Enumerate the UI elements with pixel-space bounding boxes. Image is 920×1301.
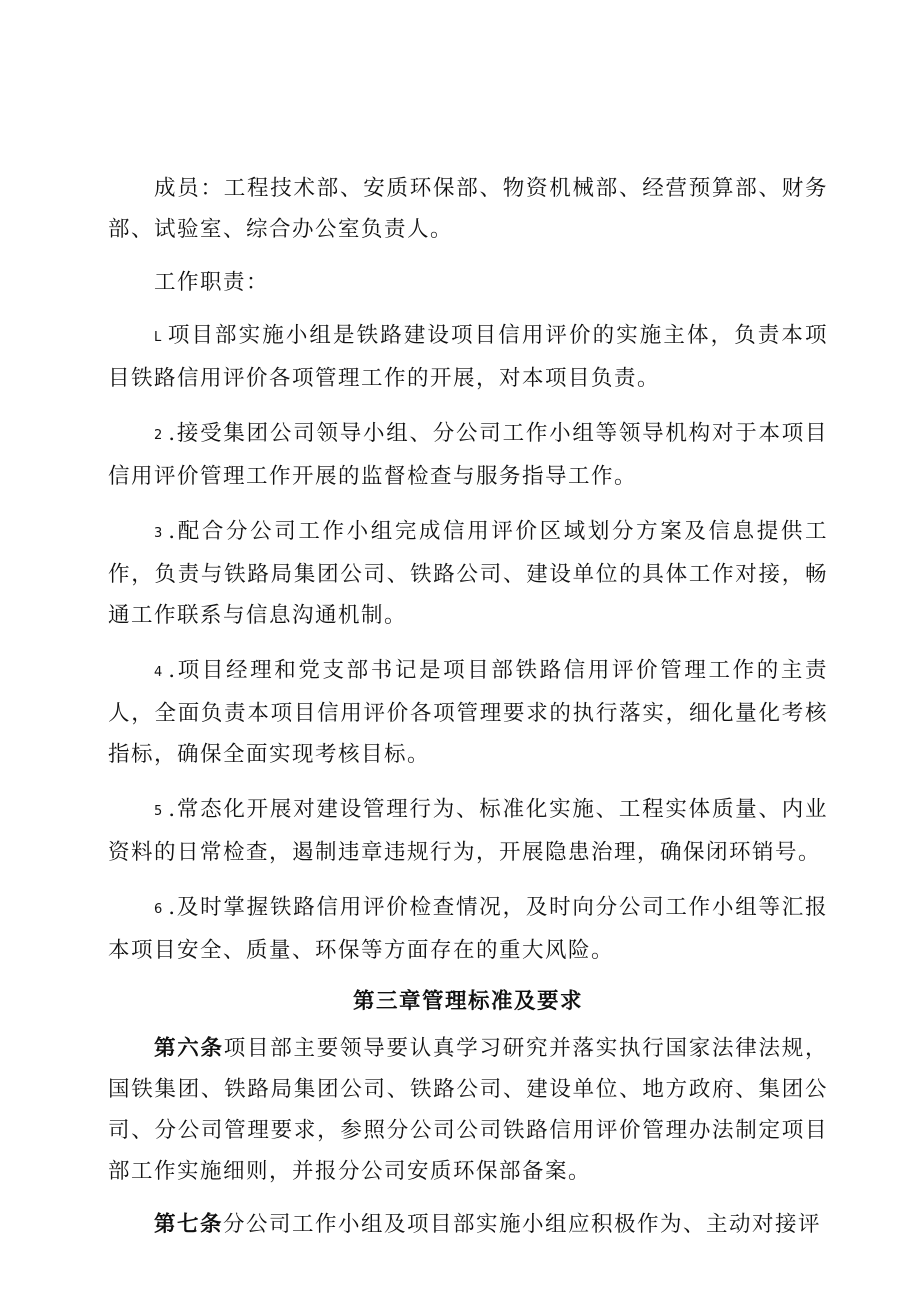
duty-text: .项目经理和党支部书记是项目部铁路信用评价管理工作的主责人，全面负责本项目信用评价各项管理要求的执行落实，细化量化考核指标，确保全面实现考核目标。 — [108, 658, 828, 767]
duty-item-3 — [108, 511, 828, 636]
duty-text: .常态化开展对建设管理行为、标准化实施、工程实体质量、内业资料的日常检查，遏制违章违规行为，开展隐患治理，确保闭环销号。 — [108, 797, 828, 865]
duty-item-5 — [108, 789, 828, 873]
duty-item-4 — [108, 650, 828, 775]
duties-heading: 工作职责： — [154, 270, 270, 295]
duty-number: 5 — [154, 804, 163, 819]
duty-text: .接受集团公司领导小组、分公司工作小组等领导机构对于本项目信用评价管理工作开展的监督检查与服务指导工作。 — [108, 421, 828, 489]
members-paragraph: 成员：工程技术部、安质环保部、物资机械部、经营预算部、财务部、试验室、综合办公室负责人。 — [108, 176, 828, 242]
duty-item-2 — [108, 413, 828, 497]
duty-number: 4 — [154, 665, 163, 680]
article-6 — [108, 1028, 828, 1192]
duty-number: 2 — [154, 428, 163, 443]
duty-text: 项目部实施小组是铁路建设项目信用评价的实施主体，负责本项目铁路信用评价各项管理工作的开展，对本项目负责。 — [108, 323, 828, 391]
article-number: 第六条 — [154, 1036, 224, 1061]
document-body — [108, 168, 828, 1257]
duty-number: 6 — [154, 902, 163, 917]
duty-item-1 — [108, 315, 828, 399]
article-7 — [108, 1204, 828, 1245]
duty-item-6 — [108, 887, 828, 971]
article-text: 分公司工作小组及项目部实施小组应积极作为、主动对接评 — [223, 1212, 822, 1237]
duty-number: 3 — [154, 526, 163, 541]
chapter-title: 第三章管理标准及要求 — [352, 989, 583, 1014]
duty-number: L — [154, 330, 162, 345]
article-number: 第七条 — [154, 1212, 224, 1237]
article-text: 项目部主要领导要认真学习研究并落实执行国家法律法规，国铁集团、铁路局集团公司、铁路公司、建设单位、地方政府、集团公司、分公司管理要求，参照分公司公司铁路信用评价管理办法制定项目部工作实施细则，并报分公司安质环保部备案。 — [108, 1036, 828, 1184]
duty-text: .及时掌握铁路信用评价检查情况，及时向分公司工作小组等汇报本项目安全、质量、环保等方面存在的重大风险。 — [108, 895, 828, 963]
duty-text: .配合分公司工作小组完成信用评价区域划分方案及信息提供工作，负责与铁路局集团公司、铁路公司、建设单位的具体工作对接，畅通工作联系与信息沟通机制。 — [108, 519, 828, 628]
